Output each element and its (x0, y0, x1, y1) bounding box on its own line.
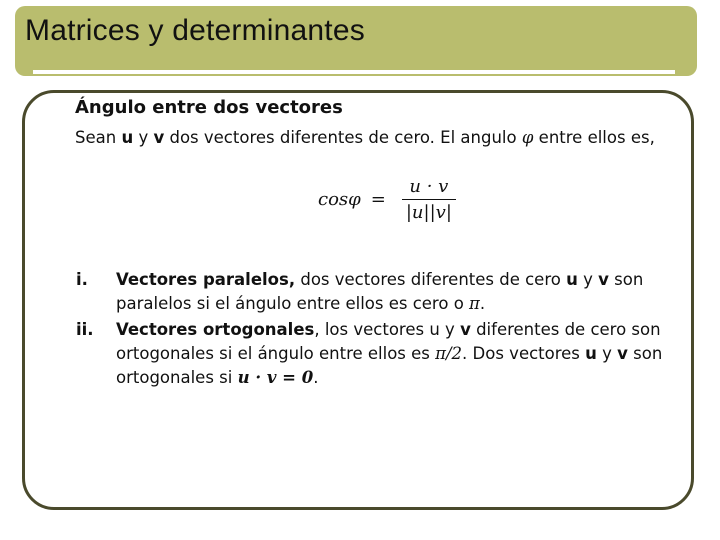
section-heading: Ángulo entre dos vectores (75, 97, 343, 118)
formula-equals: = (370, 189, 386, 210)
pi-symbol: π (469, 294, 480, 313)
vector-v: v (598, 270, 609, 289)
formula-lhs: cosφ (318, 189, 361, 210)
term-orthogonal: Vectores ortogonales (116, 320, 315, 339)
formula-numerator: u · v (409, 176, 449, 197)
definition-list (76, 268, 696, 392)
phi-symbol: φ (521, 128, 534, 147)
list-item-text (116, 318, 691, 390)
item-text-4: y (596, 344, 618, 363)
list-item-text (116, 268, 691, 316)
vector-u: u (566, 270, 578, 289)
angle-formula (318, 176, 456, 223)
title-underline (33, 70, 675, 74)
list-marker: i. (76, 270, 88, 289)
intro-text-2: y (133, 128, 154, 147)
formula-denominator: |u||v| (402, 199, 456, 223)
formula-fraction (402, 176, 456, 223)
term-parallel: Vectores paralelos, (116, 270, 296, 289)
slide-title: Matrices y determinantes (25, 14, 365, 47)
intro-text-3: dos vectores diferentes de cero. El angulo (164, 128, 522, 147)
item-text-1: dos vectores diferentes de cero (295, 270, 567, 289)
list-item-orthogonal (76, 318, 696, 390)
list-marker: ii. (76, 320, 94, 339)
item-text-2: diferentes de cero son ortogonales si el ángulo entre ellos es (116, 320, 661, 363)
item-text-6: . (313, 368, 319, 387)
dot-product-expr: u · v = 0 (237, 368, 314, 387)
intro-paragraph (75, 126, 695, 150)
intro-text-4: entre ellos es, (533, 128, 655, 147)
angle-expr: π/2 (435, 344, 463, 363)
content-body (75, 96, 695, 150)
vector-u: u (585, 344, 597, 363)
item-text-3: son paralelos si el ángulo entre ellos es cero o (116, 270, 644, 313)
vector-v: v (153, 128, 165, 147)
item-text-2: y (577, 270, 599, 289)
vector-v: v (617, 344, 628, 363)
item-text-4: . (479, 294, 486, 313)
vector-v: v (460, 320, 471, 339)
vector-u: u (121, 128, 134, 147)
intro-text-1: Sean (75, 128, 122, 147)
item-text-1: , los vectores u y (314, 320, 461, 339)
list-item-parallel (76, 268, 696, 316)
item-text-3: . Dos vectores (462, 344, 586, 363)
item-text-5: son ortogonales si (116, 344, 663, 387)
